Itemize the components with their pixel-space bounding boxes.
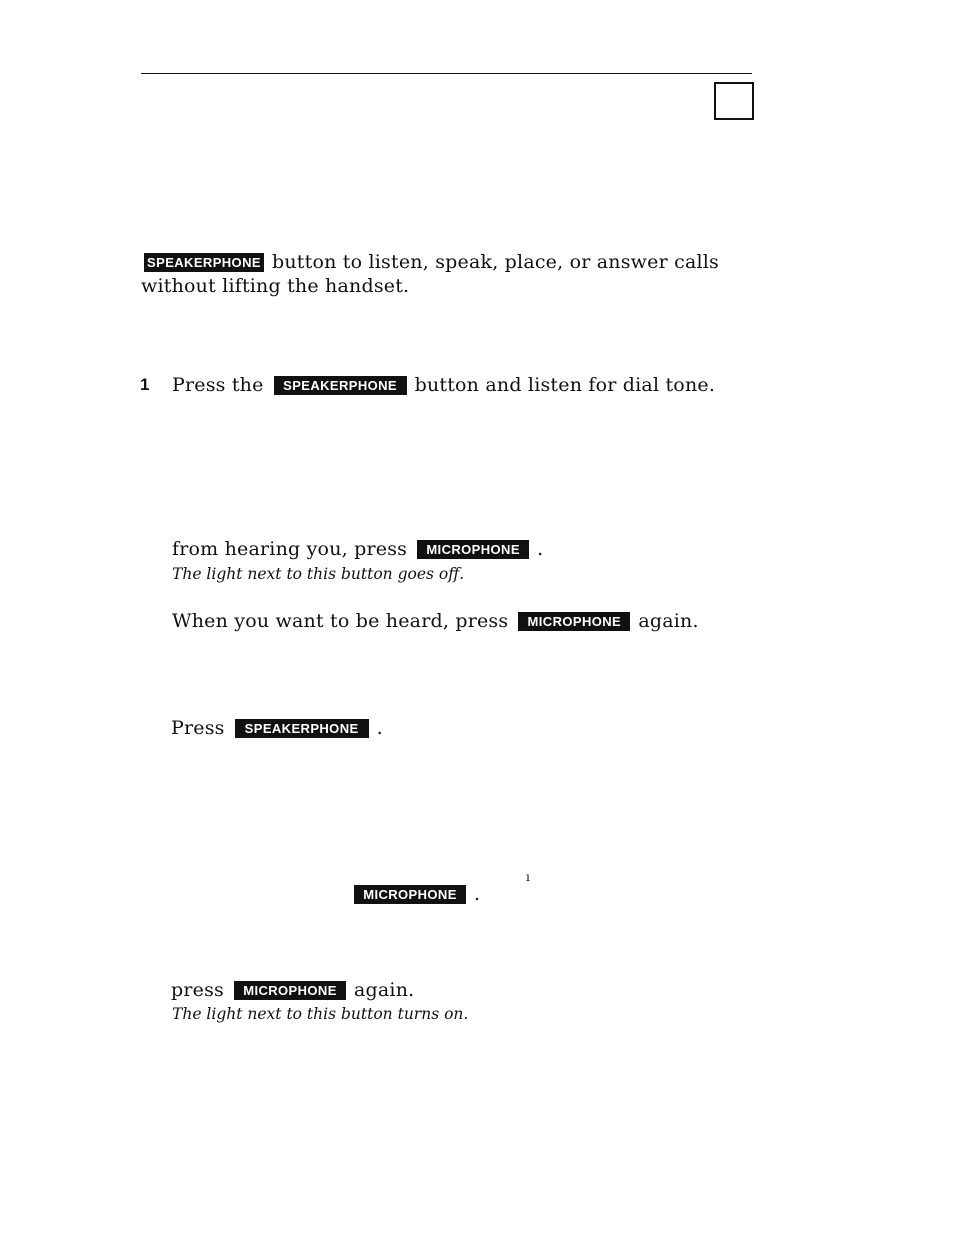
step-1-before: Press the — [172, 374, 264, 396]
intro-line-1-text: button to listen, speak, place, or answer calls — [272, 251, 719, 273]
microphone-key-label: MICROPHONE — [518, 612, 630, 631]
speakerphone-key-label: SPEAKERPHONE — [274, 376, 407, 395]
mute-line-1-before: from hearing you, press — [172, 538, 408, 560]
microphone-key-label: MICROPHONE — [354, 885, 466, 904]
unmute-note: The light next to this button turns on. — [172, 1005, 469, 1023]
unmute-line — [171, 978, 414, 1002]
hangup-line — [171, 716, 383, 740]
intro-line-1 — [134, 250, 719, 274]
unmute-after: again. — [354, 979, 415, 1001]
stray-mark: ı — [526, 870, 530, 884]
mute-line-2 — [172, 609, 699, 633]
microphone-key-label: MICROPHONE — [234, 981, 346, 1000]
mute-line-2-before: When you want to be heard, press — [172, 610, 509, 632]
mute-note: The light next to this button goes off. — [172, 565, 465, 583]
intro-line-2: without lifting the handset. — [141, 275, 410, 297]
mic-only-after: . — [474, 883, 481, 905]
header-rule — [141, 73, 752, 74]
step-number: 1 — [140, 375, 150, 394]
speakerphone-key-label: SPEAKERPHONE — [235, 719, 369, 738]
page-corner-box — [714, 82, 754, 120]
mic-only-line — [344, 882, 480, 906]
unmute-before: press — [171, 979, 224, 1001]
microphone-key-label: MICROPHONE — [417, 540, 529, 559]
mute-line-1 — [172, 537, 543, 561]
mute-line-2-after: again. — [638, 610, 699, 632]
mute-line-1-after: . — [537, 538, 544, 560]
step-1-line — [172, 373, 715, 397]
hangup-before: Press — [171, 717, 225, 739]
hangup-after: . — [376, 717, 383, 739]
speakerphone-key-label: SPEAKERPHONE — [144, 253, 264, 272]
step-1-after: button and listen for dial tone. — [414, 374, 716, 396]
